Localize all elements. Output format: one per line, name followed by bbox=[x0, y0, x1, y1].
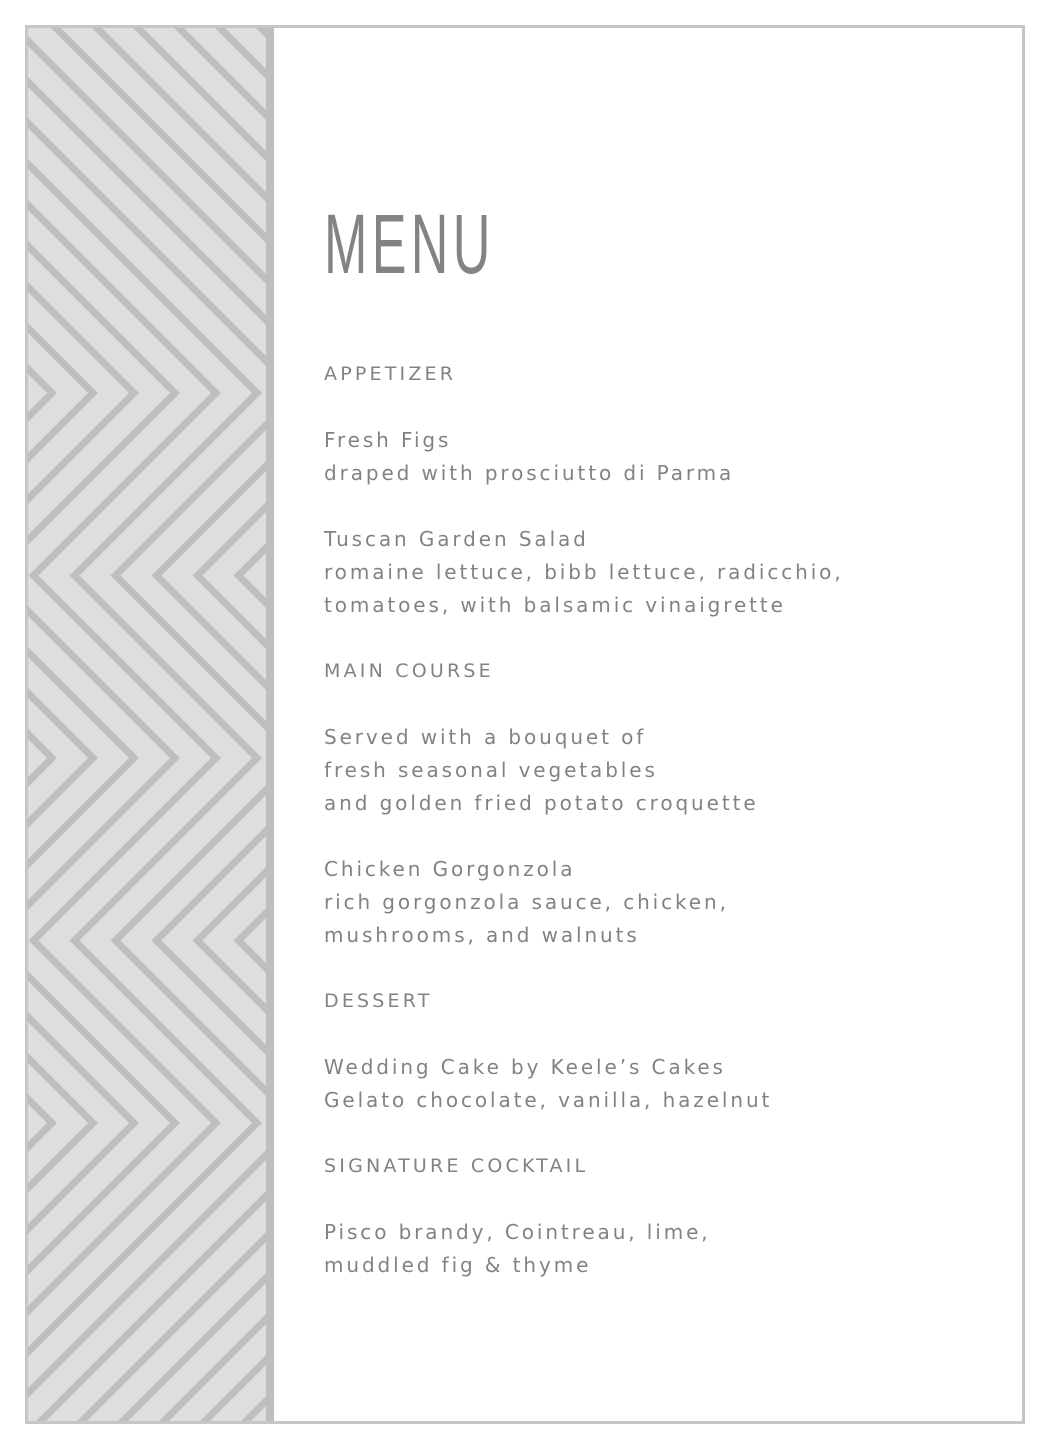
section-heading: MAIN COURSE bbox=[324, 660, 494, 682]
chevron-line bbox=[28, 258, 266, 1258]
dish-description: fresh seasonal vegetables bbox=[324, 758, 658, 782]
chevron-line bbox=[28, 258, 266, 1258]
menu-body bbox=[324, 358, 994, 1315]
section-heading: APPETIZER bbox=[324, 363, 457, 385]
chevron-line bbox=[28, 258, 257, 1258]
dish-name: Chicken Gorgonzola bbox=[324, 857, 576, 881]
dish-description: Pisco brandy, Cointreau, lime, bbox=[324, 1220, 711, 1244]
chevron-line bbox=[28, 623, 266, 1421]
chevron-line bbox=[28, 623, 266, 1421]
chevron-line bbox=[28, 258, 266, 1258]
chevron-band bbox=[28, 258, 266, 1258]
section-heading: DESSERT bbox=[324, 990, 433, 1012]
dish-description: Served with a bouquet of bbox=[324, 725, 647, 749]
section-heading: SIGNATURE COCKTAIL bbox=[324, 1155, 589, 1177]
menu-title: MENU bbox=[324, 197, 495, 291]
dish-item bbox=[324, 1216, 994, 1282]
chevron-line bbox=[28, 623, 266, 1421]
chevron-line bbox=[28, 258, 266, 1258]
dish-item bbox=[324, 721, 994, 820]
menu-card bbox=[25, 25, 1025, 1424]
dish-description: and golden fried potato croquette bbox=[324, 791, 759, 815]
dish-item bbox=[324, 853, 994, 952]
dish-description: muddled fig & thyme bbox=[324, 1253, 592, 1277]
chevron-line bbox=[208, 28, 266, 893]
chevron-line bbox=[167, 623, 266, 1421]
dish-description: mushrooms, and walnuts bbox=[324, 923, 640, 947]
chevron-line bbox=[28, 623, 266, 1421]
chevron-pattern bbox=[28, 28, 266, 1421]
pattern-divider bbox=[266, 28, 274, 1421]
chevron-line bbox=[28, 623, 266, 1421]
dish-description: romaine lettuce, bibb lettuce, radicchio, bbox=[324, 560, 844, 584]
dish-name: Tuscan Garden Salad bbox=[324, 527, 589, 551]
dish-description: rich gorgonzola sauce, chicken, bbox=[324, 890, 729, 914]
dish-name: Wedding Cake by Keele’s Cakes bbox=[324, 1055, 726, 1079]
dish-description: draped with prosciutto di Parma bbox=[324, 461, 735, 485]
chevron-line bbox=[249, 623, 266, 1421]
dish-description: Gelato chocolate, vanilla, hazelnut bbox=[324, 1088, 773, 1112]
dish-description: tomatoes, with balsamic vinaigrette bbox=[324, 593, 786, 617]
menu-section-dessert bbox=[324, 985, 994, 1117]
dish-item bbox=[324, 1051, 994, 1117]
chevron-line bbox=[28, 623, 257, 1421]
chevron-line bbox=[28, 258, 266, 1258]
chevron-band bbox=[28, 623, 266, 1421]
menu-content bbox=[324, 28, 994, 1421]
menu-section-signature-cocktail bbox=[324, 1150, 994, 1282]
dish-item bbox=[324, 424, 994, 490]
dish-name: Fresh Figs bbox=[324, 428, 452, 452]
dish-item bbox=[324, 523, 994, 622]
chevron-line bbox=[28, 623, 266, 1421]
chevron-pattern-panel bbox=[28, 28, 266, 1421]
menu-section-appetizer bbox=[324, 358, 994, 622]
chevron-band bbox=[28, 28, 266, 893]
menu-section-main-course bbox=[324, 655, 994, 952]
chevron-line bbox=[28, 258, 266, 1258]
